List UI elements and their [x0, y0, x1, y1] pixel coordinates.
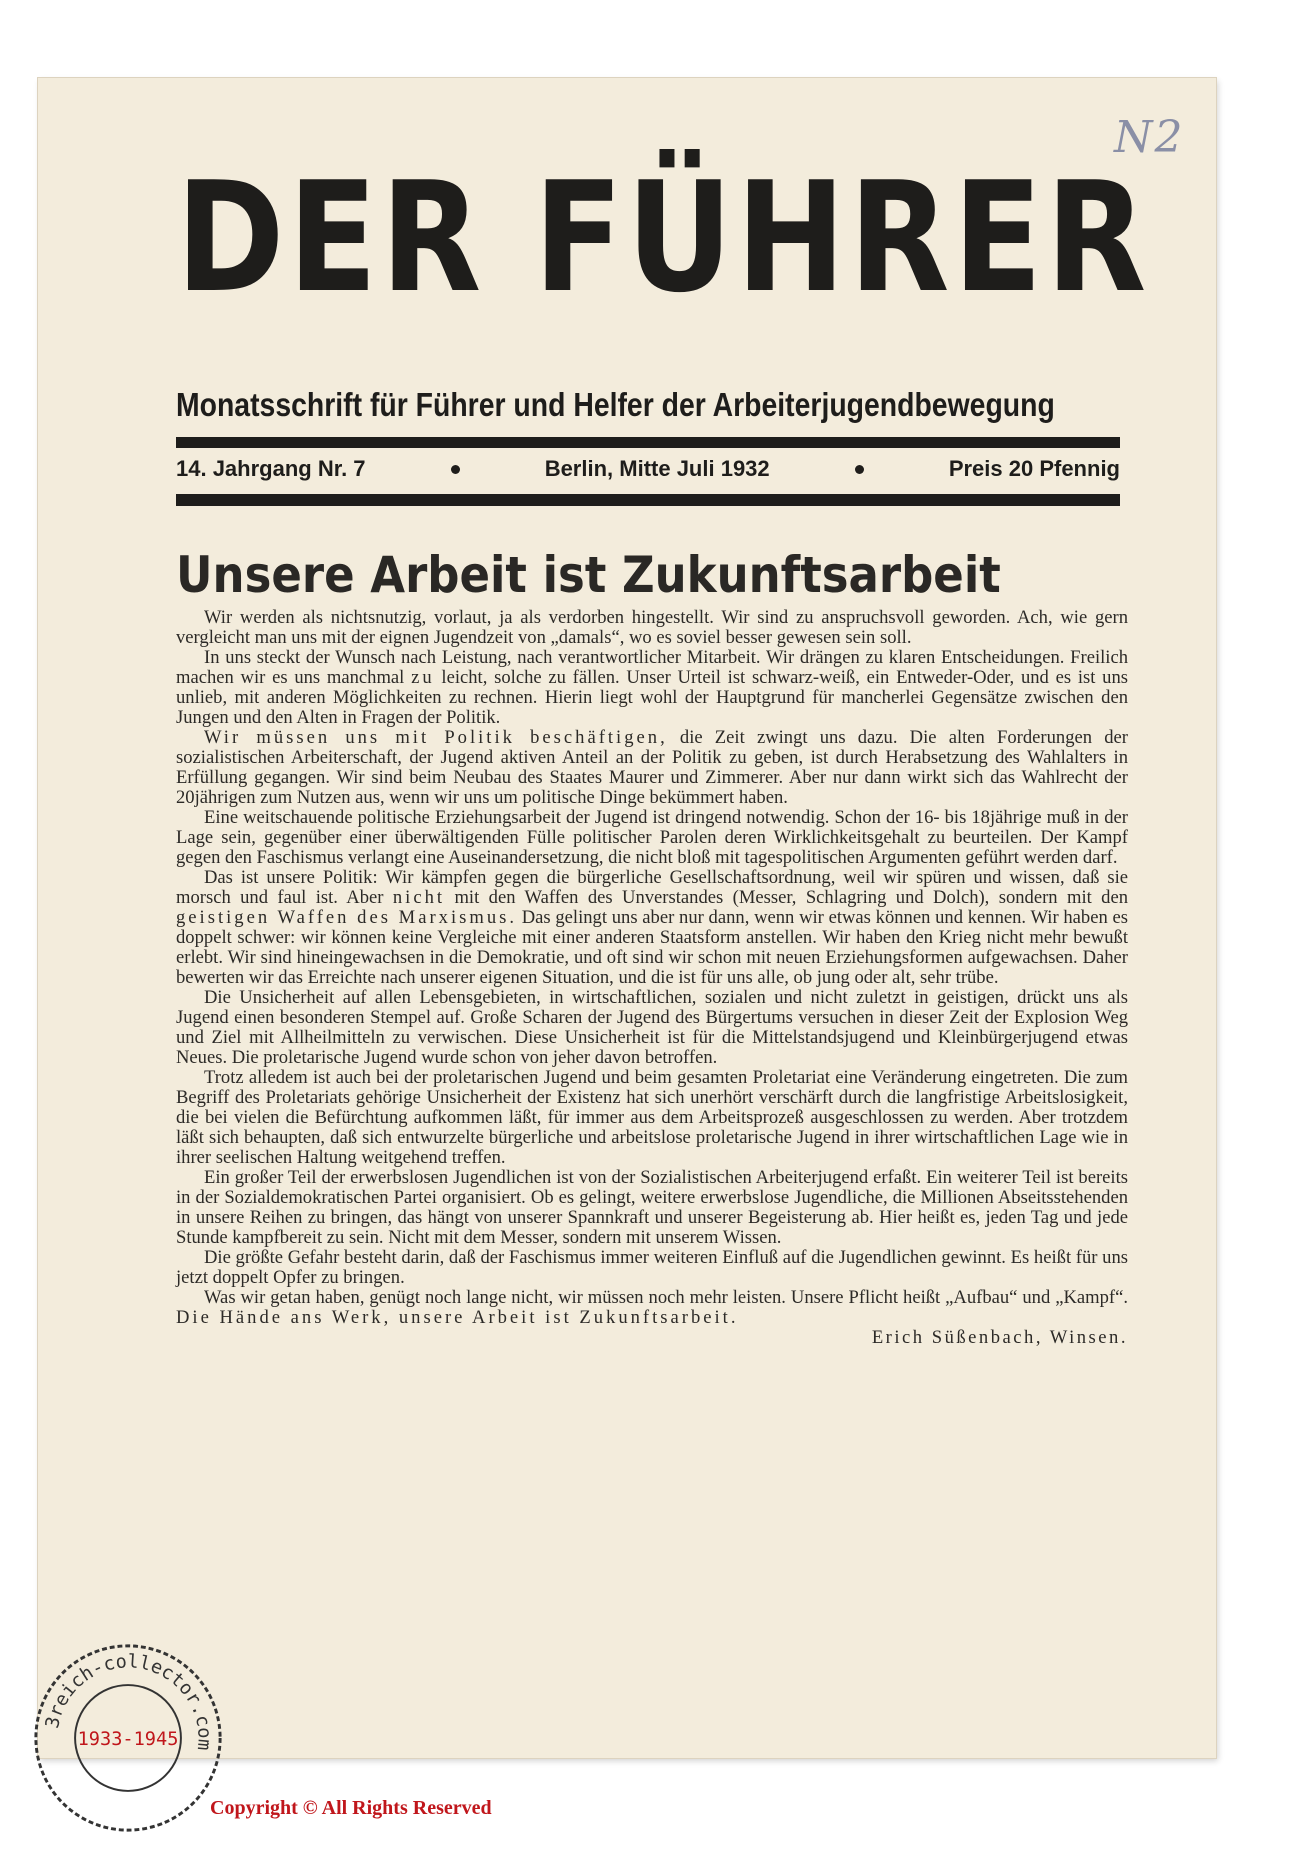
- issue-line: [176, 456, 1120, 482]
- collector-stamp: [30, 1640, 226, 1836]
- emphasis-text: Wir müssen uns mit Politik beschäftigen,: [204, 727, 668, 748]
- article-paragraph: Wir müssen uns mit Politik beschäftigen, die Zeit zwingt uns dazu. Die alten Forderungen der sozialistischen Arbeiterschaft, der Jugend aktiven Anteil an der Politik zu geben, ist durch Herabsetzung des Wahlalters in Erfüllung gegangen. Wir sind beim Neubau des Staates Maurer und Zimmerer. Aber nur dann wirkt sich das Wahlrecht der 20jährigen zum Nutzen aus, wenn wir uns um politische Dinge bekümmert haben.: [176, 727, 1128, 808]
- article-paragraph: Die Unsicherheit auf allen Lebensgebieten, in wirtschaftlichen, sozialen und nicht zuletzt in geistigen, drückt uns als Jugend einen besonderen Stempel auf. Große Scharen der Jugend des Bürgertums versuchen in dieser Zeit der Explosion Weg und Ziel mit Allheilmitteln zu verwischen. Diese Unsicherheit ist für die Mittelstandsjugend und Kleinbürgerjugend etwas Neues. Die proletarische Jugend wurde schon von jeher davon betroffen.: [176, 987, 1128, 1068]
- article-paragraph: Die größte Gefahr besteht darin, daß der Faschismus immer weiteren Einfluß auf die Jugendlichen gewinnt. Es heißt für uns jetzt doppelt Opfer zu bringen.: [176, 1247, 1128, 1288]
- article-headline: Unsere Arbeit ist Zukunftsarbeit: [176, 546, 1001, 604]
- article-paragraph: Wir werden als nichtsnutzig, vorlaut, ja als verdorben hingestellt. Wir sind zu anspruchsvoll geworden. Ach, wie gern vergleicht man uns mit der eignen Jugendzeit von „damals“, wo es soviel besser gewesen sein soll.: [176, 607, 1128, 648]
- issue-price: Preis 20 Pfennig: [948, 456, 1120, 481]
- article-paragraph: Eine weitschauende politische Erziehungsarbeit der Jugend ist dringend notwendig. Schon der 16- bis 18jährige muß in der Lage sein, gegenüber einer überwältigenden Fülle politischer Parolen deren Wirklichkeitsgehalt zu beurteilen. Der Kampf gegen den Faschismus verlangt eine Auseinandersetzung, die nicht bloß mit tagespolitischen Argumenten geführt werden darf.: [176, 807, 1128, 868]
- article-body: [176, 608, 1128, 1348]
- emphasis-text: Die Hände ans Werk, unsere Arbeit ist Zukunftsarbeit.: [176, 1307, 739, 1328]
- bullet-separator: [451, 465, 460, 474]
- masthead-rule-top: [176, 437, 1120, 448]
- signature-row: [176, 1328, 1128, 1348]
- bullet-separator: [855, 465, 864, 474]
- masthead-title: DER FÜHRER: [176, 149, 1150, 326]
- author-signature: Erich Süßenbach, Winsen.: [871, 1327, 1128, 1348]
- emphasis-text: geistigen Waffen des Marxismus.: [176, 907, 517, 928]
- article-paragraph: Trotz alledem ist auch bei der proletarischen Jugend und beim gesamten Proletariat eine Veränderung eingetreten. Die zum Begriff des Proletariats gehörige Unsicherheit der Existenz hat sich unerhört verschärft durch die langfristige Arbeitslosigkeit, die bei vielen die Befürchtung aufkommen läßt, für immer aus dem Arbeitsprozeß ausgeschlossen zu werden. Aber trotzdem läßt sich behaupten, daß sich entwurzelte bürgerliche und arbeitslose proletarische Jugend in ihrer wirtschaftlichen Lage wie in ihrer seelischen Haltung weitgehend treffen.: [176, 1067, 1128, 1168]
- article-paragraph: Ein großer Teil der erwerbslosen Jugendlichen ist von der Sozialistischen Arbeiterjugend erfaßt. Ein weiterer Teil ist bereits in der Sozialdemokratischen Partei organisiert. Ob es gelingt, weitere erwerbslose Jugendliche, die Millionen Abseitsstehenden in unsere Reihen zu bringen, das hängt von unserer Spannkraft und unserer Begeisterung ab. Hier heißt es, jeden Tag und jede Stunde kampfbereit zu sein. Nicht mit dem Messer, sondern mit unserem Wissen.: [176, 1167, 1128, 1248]
- emphasis-text: zu: [411, 667, 435, 688]
- article-paragraph: Das ist unsere Politik: Wir kämpfen gegen die bürgerliche Gesellschaftsordnung, weil wir spüren und wissen, daß sie morsch und faul ist. Aber nicht mit den Waffen des Unverstandes (Messer, Schlagring und Dolch), sondern mit den geistigen Waffen des Marxismus. Das gelingt uns aber nur dann, wenn wir etwas können und kennen. Wir haben es doppelt schwer: wir können keine Vergleiche mit einer anderen Staatsform anstellen. Wir haben den Krieg nicht mehr bewußt erlebt. Wir sind hineingewachsen in die Demokratie, und oft sind wir schon mit neuen Erziehungsformen aufgewachsen. Daher bewerten wir das Erreichte nach unserer eigenen Situation, und die ist für uns alle, ob jung oder alt, sehr trübe.: [176, 867, 1129, 988]
- issue-date: Berlin, Mitte Juli 1932: [544, 456, 770, 481]
- emphasis-text: nicht: [392, 887, 446, 908]
- stamp-years: 1933-1945: [77, 1728, 179, 1750]
- masthead-rule-bottom: [176, 494, 1120, 506]
- article-paragraph: In uns steckt der Wunsch nach Leistung, nach verantwortlicher Mitarbeit. Wir drängen zu klaren Entscheidungen. Freilich machen wir es uns manchmal zu leicht, solche zu fällen. Unser Urteil ist schwarz-weiß, ein Entweder-Oder, und es ist uns unlieb, mit anderen Möglichkeiten zu rechnen. Hierin liegt wohl der Hauptgrund für mancherlei Gegensätze zwischen den Jungen und den Alten in Fragen der Politik.: [176, 647, 1128, 728]
- handwritten-note: N2: [1114, 112, 1185, 163]
- copyright-notice: Copyright © All Rights Reserved: [210, 1797, 492, 1819]
- article-paragraph: Was wir getan haben, genügt noch lange nicht, wir müssen noch mehr leisten. Unsere Pflicht heißt „Aufbau“ und „Kampf“. Die Hände ans Werk, unsere Arbeit ist Zukunftsarbeit.: [176, 1287, 1128, 1328]
- issue-number: 14. Jahrgang Nr. 7: [176, 456, 366, 481]
- stamp-ring-text: 3reich-collector.com: [42, 1651, 215, 1752]
- masthead-subtitle: Monatsschrift für Führer und Helfer der Arbeiterjugendbewegung: [176, 386, 1055, 423]
